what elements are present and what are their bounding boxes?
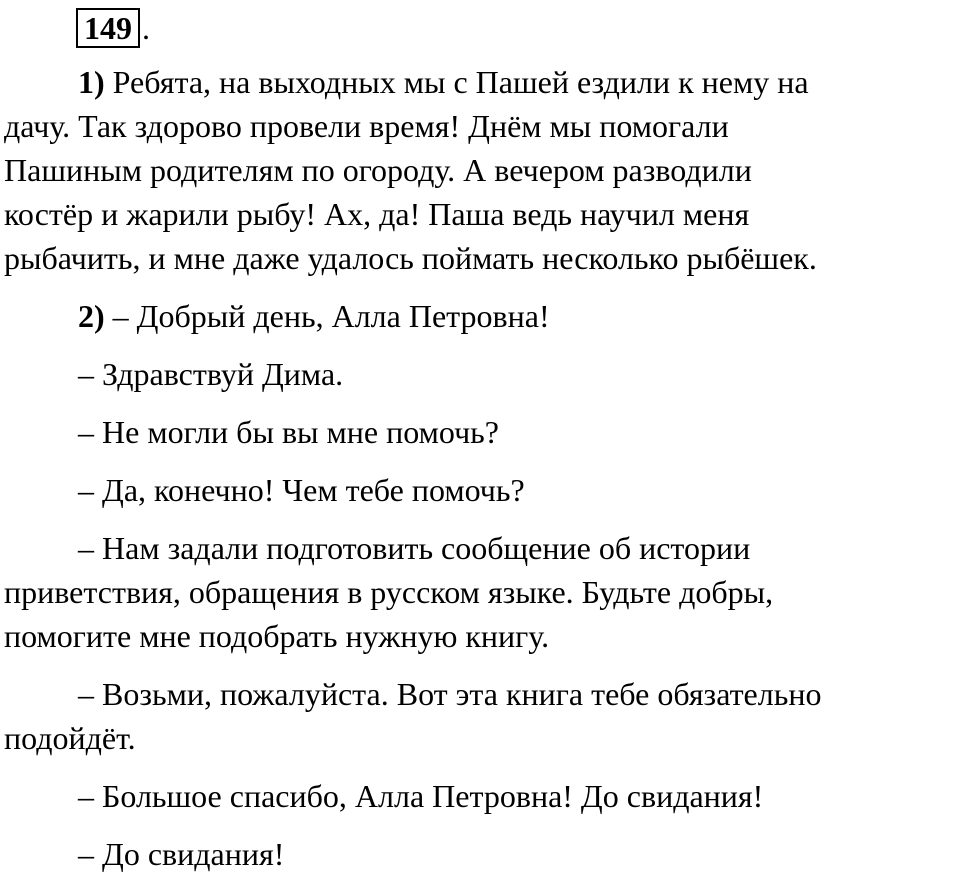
exercise-number bbox=[76, 4, 150, 48]
part-1-line: рыбачить, и мне даже удалось поймать несколько рыбёшек. bbox=[4, 240, 817, 276]
part-2-label: 2) bbox=[78, 298, 105, 334]
exercise-number-box: 149 bbox=[76, 8, 140, 48]
dialogue-line: – Да, конечно! Чем тебе помочь? bbox=[78, 472, 525, 508]
part-1-paragraph bbox=[4, 60, 954, 280]
dialogue-line: помогите мне подобрать нужную книгу. bbox=[4, 618, 550, 654]
dialogue-line-text: – Добрый день, Алла Петровна! bbox=[104, 298, 550, 334]
dialogue-line: – Здравствуй Дима. bbox=[78, 356, 344, 392]
dialogue-line: приветствия, обращения в русском языке. Будьте добры, bbox=[4, 574, 774, 610]
dialogue-line: – Большое спасибо, Алла Петровна! До свидания! bbox=[78, 778, 764, 814]
part-1-line-text: Ребята, на выходных мы с Пашей ездили к нему на bbox=[104, 64, 809, 100]
part-1-line: костёр и жарили рыбу! Ах, да! Паша ведь научил меня bbox=[4, 196, 750, 232]
dialogue-line: – Нам задали подготовить сообщение об истории bbox=[78, 530, 751, 566]
exercise-text bbox=[4, 60, 954, 876]
dialogue-replica bbox=[4, 468, 954, 512]
dialogue-replica bbox=[4, 672, 954, 760]
exercise-number-dot: . bbox=[142, 10, 150, 46]
dialogue-line: – Возьми, пожалуйста. Вот эта книга тебе обязательно bbox=[78, 676, 822, 712]
part-1-line bbox=[4, 60, 954, 104]
dialogue-line bbox=[4, 294, 954, 338]
part-1-line: Пашиным родителям по огороду. А вечером разводили bbox=[4, 152, 752, 188]
dialogue-line: – До свидания! bbox=[78, 836, 285, 872]
dialogue-replica bbox=[4, 832, 954, 876]
part-1-label: 1) bbox=[78, 64, 105, 100]
part-2-first-replica bbox=[4, 294, 954, 338]
dialogue-replica bbox=[4, 774, 954, 818]
dialogue-line: – Не могли бы вы мне помочь? bbox=[78, 414, 499, 450]
part-1-line: дачу. Так здорово провели время! Днём мы помогали bbox=[4, 108, 729, 144]
dialogue-replica bbox=[4, 410, 954, 454]
dialogue-line: подойдёт. bbox=[4, 720, 136, 756]
dialogue-replica bbox=[4, 352, 954, 396]
dialogue-replica bbox=[4, 526, 954, 658]
